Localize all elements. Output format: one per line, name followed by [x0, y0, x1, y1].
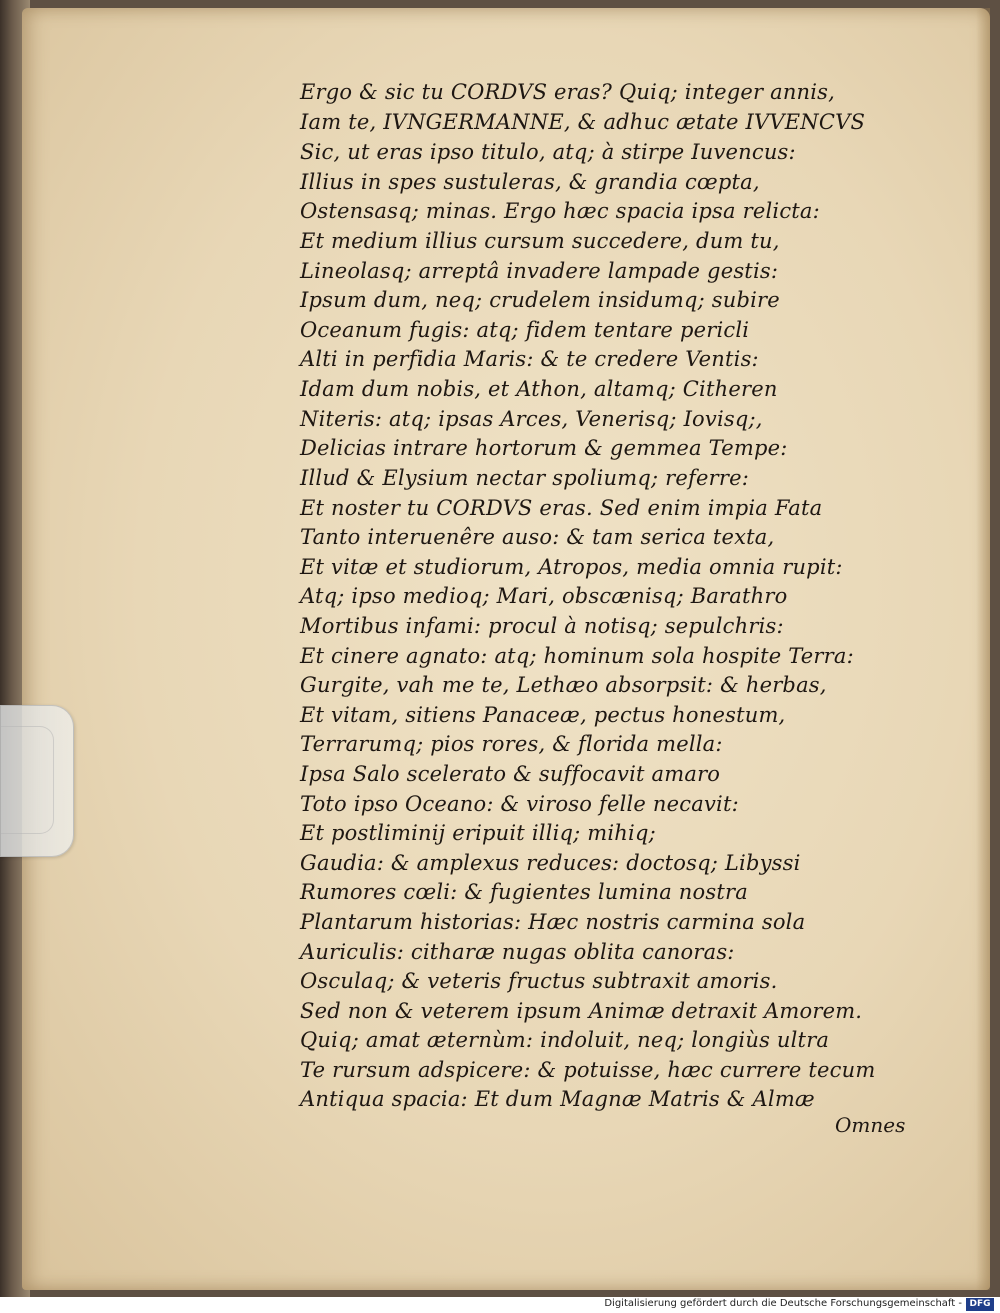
poem-line-31: Osculaq; & veteris fructus subtraxit amoris. [300, 969, 778, 993]
plastic-page-clip [0, 705, 74, 857]
poem-line-22: Et vitam, sitiens Panaceæ, pectus honestum, [300, 703, 786, 727]
poem-line-32: Sed non & veterem ipsum Animæ detraxit Amorem. [300, 999, 863, 1023]
poem-line-1: Ergo & sic tu CORDVS eras? Quiq; integer annis, [300, 80, 836, 104]
poem-line-27: Gaudia: & amplexus reduces: doctosq; Libyssi [300, 851, 801, 875]
poem-line-11: Idam dum nobis, et Athon, altamq; Citheren [300, 377, 778, 401]
poem-line-2: Iam te, IVNGERMANNE, & adhuc ætate IVVENCVS [300, 110, 866, 134]
poem-line-14: Illud & Elysium nectar spoliumq; referre: [300, 466, 750, 490]
poem-line-5: Ostensasq; minas. Ergo hæc spacia ipsa relicta: [300, 199, 820, 223]
poem-line-17: Et vitæ et studiorum, Atropos, media omnia rupit: [300, 555, 843, 579]
dfg-logo: DFG [966, 1298, 994, 1311]
poem-line-28: Rumores cœli: & fugientes lumina nostra [300, 880, 748, 904]
poem-line-16: Tanto interuenêre auso: & tam serica texta, [300, 525, 775, 549]
poem-line-4: Illius in spes sustuleras, & grandia cœpta, [300, 170, 760, 194]
poem-line-12: Niteris: atq; ipsas Arces, Venerisq; Iovisq;, [300, 407, 763, 431]
poem-line-8: Ipsum dum, neq; crudelem insidumq; subire [300, 288, 780, 312]
poem-line-26: Et postliminij eripuit illiq; mihiq; [300, 821, 656, 845]
poem-line-9: Oceanum fugis: atq; fidem tentare pericli [300, 318, 750, 342]
poem-line-6: Et medium illius cursum succedere, dum tu, [300, 229, 780, 253]
poem-line-33: Quiq; amat æternùm: indoluit, neq; longiùs ultra [300, 1028, 830, 1052]
poem-line-19: Mortibus infami: procul à notisq; sepulchris: [300, 614, 784, 638]
catchword: Omnes [835, 1113, 906, 1137]
page-edge-shadow [976, 8, 990, 1290]
poem-line-23: Terrarumq; pios rores, & florida mella: [300, 732, 723, 756]
poem-line-34: Te rursum adspicere: & potuisse, hæc currere tecum [300, 1058, 876, 1082]
poem-line-25: Toto ipso Oceano: & viroso felle necavit: [300, 792, 739, 816]
poem-line-24: Ipsa Salo scelerato & suffocavit amaro [300, 762, 721, 786]
poem-line-29: Plantarum historias: Hæc nostris carmina sola [300, 910, 806, 934]
poem-line-15: Et noster tu CORDVS eras. Sed enim impia Fata [300, 496, 823, 520]
poem-line-10: Alti in perfidia Maris: & te credere Ventis: [300, 347, 759, 371]
poem-line-3: Sic, ut eras ipso titulo, atq; à stirpe Iuvencus: [300, 140, 796, 164]
poem-line-20: Et cinere agnato: atq; hominum sola hospite Terra: [300, 644, 854, 668]
poem-line-13: Delicias intrare hortorum & gemmea Tempe: [300, 436, 788, 460]
poem-line-18: Atq; ipso medioq; Mari, obscænisq; Barathro [300, 584, 788, 608]
poem-line-30: Auriculis: citharæ nugas oblita canoras: [300, 940, 735, 964]
page-clip-inner [1, 726, 54, 834]
poem-line-7: Lineolasq; arreptâ invadere lampade gestis: [300, 259, 779, 283]
digitization-footer [0, 1297, 1000, 1313]
funding-credit: Digitalisierung gefördert durch die Deutsche Forschungsgemeinschaft - [604, 1298, 962, 1309]
poem-line-21: Gurgite, vah me te, Lethæo absorpsit: & herbas, [300, 673, 827, 697]
poem-line-35: Antiqua spacia: Et dum Magnæ Matris & Almæ [300, 1087, 815, 1111]
